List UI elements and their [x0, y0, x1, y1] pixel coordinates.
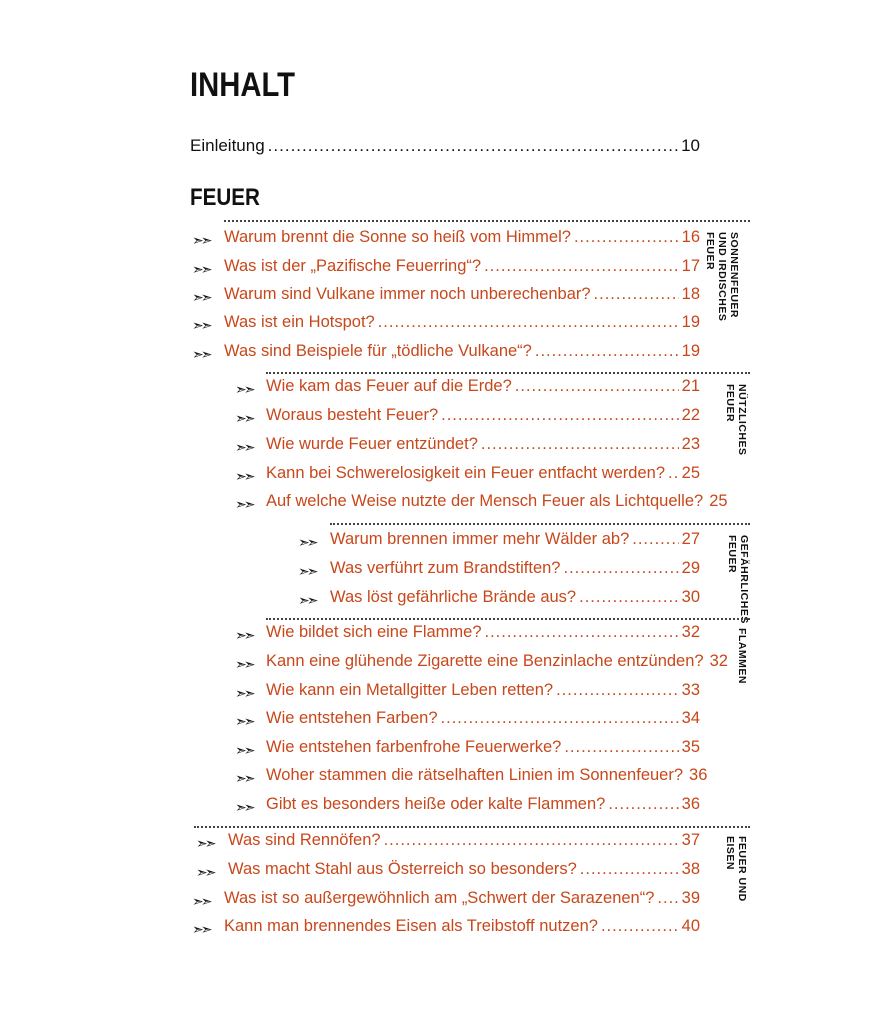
intro-page: 10 [681, 136, 700, 155]
group-rule [224, 220, 750, 222]
toc-entry[interactable] [330, 530, 700, 554]
double-arrow-icon: ➣➣ [235, 627, 253, 643]
leader-dots [601, 917, 679, 936]
leader-dots [580, 860, 679, 879]
entry-text: Woher stammen die rätselhaften Linien im Sonnenfeuer? [266, 766, 684, 784]
leader-dots [484, 257, 679, 276]
group-label: NÜTZLICHES FEUER [724, 384, 748, 456]
leader-dots [563, 559, 678, 578]
entry-text: Wie entstehen Farben? [266, 709, 438, 727]
group-label: GEFÄHRLICHES FEUER [726, 535, 750, 624]
toc-entry[interactable] [266, 406, 700, 430]
group-rule [330, 523, 750, 525]
entry-page: 37 [681, 831, 700, 849]
double-arrow-icon: ➣➣ [192, 232, 210, 248]
entry-page: 18 [681, 285, 700, 303]
entry-text: Was löst gefährliche Brände aus? [330, 588, 577, 606]
section-heading: FEUER [190, 184, 260, 211]
double-arrow-icon: ➣➣ [298, 592, 316, 608]
toc-entry[interactable] [266, 464, 700, 488]
leader-dots [268, 136, 678, 156]
entry-page: 23 [681, 435, 700, 453]
entry-page: 36 [689, 766, 708, 784]
entry-text: Kann man brennendes Eisen als Treibstoff nutzen? [224, 917, 598, 935]
leader-dots [441, 406, 679, 425]
entry-text: Kann bei Schwerelosigkeit ein Feuer entfacht werden? [266, 464, 665, 482]
toc-entry[interactable] [266, 623, 700, 647]
double-arrow-icon: ➣➣ [235, 685, 253, 701]
group-rule [194, 826, 750, 828]
entry-page: 25 [709, 492, 728, 510]
entry-page: 32 [709, 652, 728, 670]
group-label: FEUER UND EISEN [724, 836, 748, 902]
group-rule [266, 372, 750, 374]
entry-text: Was sind Beispiele für „tödliche Vulkane“? [224, 342, 532, 360]
double-arrow-icon: ➣➣ [192, 921, 210, 937]
toc-entry[interactable] [224, 313, 700, 337]
entry-page: 35 [681, 738, 700, 756]
leader-dots [378, 313, 679, 332]
leader-dots [632, 530, 678, 549]
entry-text: Warum brennt die Sonne so heiß vom Himmel? [224, 228, 571, 246]
leader-dots [594, 285, 679, 304]
double-arrow-icon: ➣➣ [235, 468, 253, 484]
leader-dots [515, 377, 679, 396]
entry-page: 17 [681, 257, 700, 275]
leader-dots [668, 464, 679, 483]
page-title: INHALT [190, 66, 296, 104]
double-arrow-icon: ➣➣ [235, 713, 253, 729]
leader-dots [579, 588, 679, 607]
group-rule [266, 618, 750, 620]
entry-text: Woraus besteht Feuer? [266, 406, 439, 424]
toc-entry[interactable] [266, 435, 700, 459]
leader-dots [574, 228, 679, 247]
entry-page: 22 [681, 406, 700, 424]
double-arrow-icon: ➣➣ [235, 770, 253, 786]
toc-entry[interactable] [224, 889, 700, 913]
toc-entry[interactable] [330, 559, 700, 583]
entry-page: 25 [681, 464, 700, 482]
double-arrow-icon: ➣➣ [192, 261, 210, 277]
entry-text: Wie kam das Feuer auf die Erde? [266, 377, 512, 395]
double-arrow-icon: ➣➣ [196, 835, 214, 851]
entry-text: Gibt es besonders heiße oder kalte Flammen? [266, 795, 606, 813]
toc-entry[interactable] [266, 377, 700, 401]
entry-text: Was ist ein Hotspot? [224, 313, 375, 331]
toc-entry[interactable] [224, 285, 700, 309]
entry-text: Wie kann ein Metallgitter Leben retten? [266, 681, 554, 699]
intro-entry[interactable] [190, 136, 700, 160]
double-arrow-icon: ➣➣ [192, 346, 210, 362]
leader-dots [535, 342, 679, 361]
toc-entry[interactable] [266, 492, 728, 516]
entry-text: Warum brennen immer mehr Wälder ab? [330, 530, 630, 548]
leader-dots [485, 623, 679, 642]
entry-page: 38 [681, 860, 700, 878]
toc-entry[interactable] [330, 588, 700, 612]
entry-page: 40 [681, 917, 700, 935]
entry-page: 30 [681, 588, 700, 606]
toc-entry[interactable] [224, 257, 700, 281]
toc-entry[interactable] [266, 681, 700, 705]
entry-text: Was sind Rennöfen? [228, 831, 381, 849]
toc-entry[interactable] [224, 342, 700, 366]
entry-text: Wie wurde Feuer entzündet? [266, 435, 478, 453]
double-arrow-icon: ➣➣ [298, 534, 316, 550]
toc-entry[interactable] [266, 709, 700, 733]
toc-entry[interactable] [224, 228, 700, 252]
entry-page: 39 [681, 889, 700, 907]
double-arrow-icon: ➣➣ [235, 381, 253, 397]
entry-text: Was verführt zum Brandstiften? [330, 559, 561, 577]
leader-dots [657, 889, 678, 908]
entry-text: Kann eine glühende Zigarette eine Benzinlache entzünden? [266, 652, 704, 670]
toc-entry[interactable] [224, 917, 700, 941]
leader-dots [608, 795, 678, 814]
leader-dots [481, 435, 679, 454]
double-arrow-icon: ➣➣ [235, 799, 253, 815]
entry-page: 27 [681, 530, 700, 548]
entry-text: Wie entstehen farbenfrohe Feuerwerke? [266, 738, 562, 756]
double-arrow-icon: ➣➣ [192, 289, 210, 305]
double-arrow-icon: ➣➣ [192, 893, 210, 909]
entry-text: Wie bildet sich eine Flamme? [266, 623, 482, 641]
group-label: FLAMMEN [736, 628, 748, 684]
double-arrow-icon: ➣➣ [235, 439, 253, 455]
leader-dots [556, 681, 679, 700]
double-arrow-icon: ➣➣ [235, 742, 253, 758]
toc-entry[interactable] [266, 738, 700, 762]
entry-page: 36 [681, 795, 700, 813]
leader-dots [564, 738, 678, 757]
entry-text: Auf welche Weise nutzte der Mensch Feuer als Lichtquelle? [266, 492, 704, 510]
double-arrow-icon: ➣➣ [235, 656, 253, 672]
entry-page: 33 [681, 681, 700, 699]
entry-page: 32 [681, 623, 700, 641]
entry-page: 19 [681, 313, 700, 331]
entry-text: Was macht Stahl aus Österreich so besonders? [228, 860, 577, 878]
leader-dots [384, 831, 679, 850]
double-arrow-icon: ➣➣ [196, 864, 214, 880]
entry-text: Was ist so außergewöhnlich am „Schwert der Sarazenen“? [224, 889, 655, 907]
leader-dots [441, 709, 679, 728]
entry-page: 21 [681, 377, 700, 395]
entry-text: Was ist der „Pazifische Feuerring“? [224, 257, 482, 275]
toc-entry[interactable] [228, 831, 700, 855]
entry-page: 34 [681, 709, 700, 727]
entry-page: 29 [681, 559, 700, 577]
double-arrow-icon: ➣➣ [235, 496, 253, 512]
intro-text: Einleitung [190, 136, 265, 155]
entry-page: 16 [681, 228, 700, 246]
toc-entry[interactable] [266, 795, 700, 819]
double-arrow-icon: ➣➣ [192, 317, 210, 333]
group-label: SONNENFEUER UND IRDISCHES FEUER [704, 232, 740, 322]
entry-page: 19 [681, 342, 700, 360]
toc-entry[interactable] [266, 766, 708, 790]
toc-entry[interactable] [266, 652, 728, 676]
double-arrow-icon: ➣➣ [235, 410, 253, 426]
entry-text: Warum sind Vulkane immer noch unberechenbar? [224, 285, 591, 303]
toc-entry[interactable] [228, 860, 700, 884]
double-arrow-icon: ➣➣ [298, 563, 316, 579]
